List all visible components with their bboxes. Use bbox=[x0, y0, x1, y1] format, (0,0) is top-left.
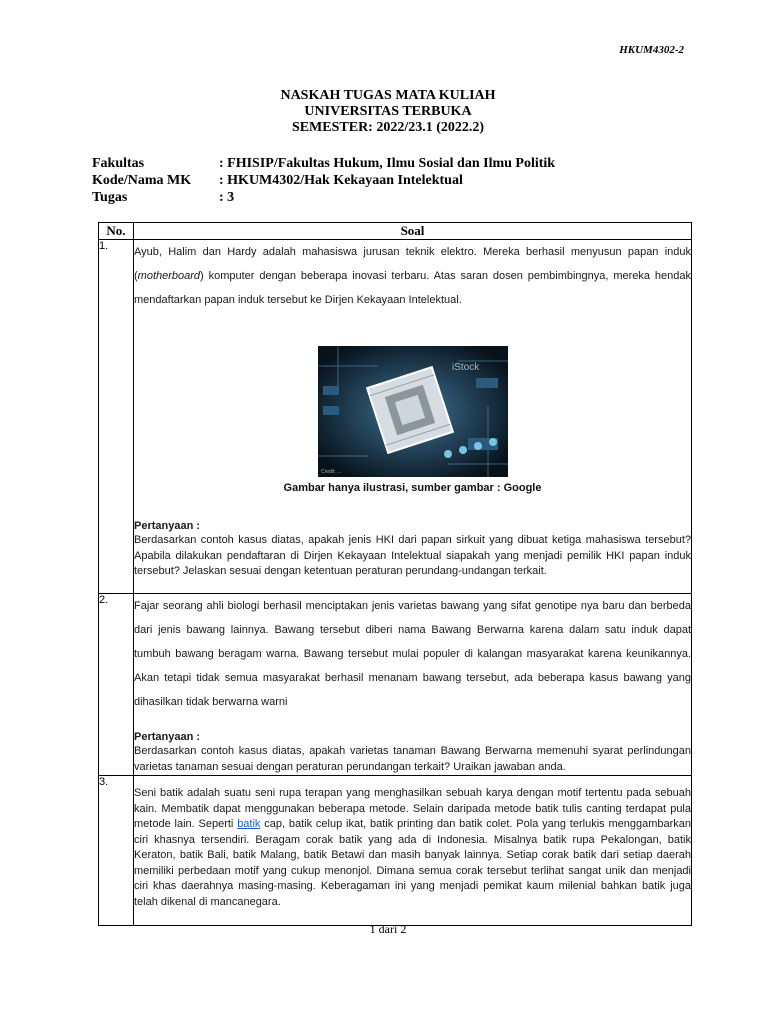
header-university: UNIVERSITAS TERBUKA bbox=[304, 104, 472, 119]
case-text-emphasis: motherboard bbox=[137, 270, 201, 282]
question-label: Pertanyaan : bbox=[134, 520, 201, 532]
table-row bbox=[99, 594, 692, 776]
question-number: 1. bbox=[99, 240, 134, 594]
table-row bbox=[99, 776, 692, 926]
case-text bbox=[134, 786, 691, 910]
case-text-part: cap, batik celup ikat, batik printing dan batik colet. Pola yang terlukis menggambarkan ciri khasnya tersendiri. Beragam corak batik yang ada di Indonesia. Misalnya batik rupa Pekalongan, batik Keraton, batik Bali, batik Malang, batik Betawi dan masih banyak lainnya. Setiap corak batik dari setiap daerah memiliki perbedaan motif yang cukup menonjol. Dimana semua corak tersebut terlihat sangat unik dan menjadi ciri khas daerahnya masing-masing. Keberagaman ini yang menjadi pemikat kaum milenial bahkan batik juga telah dikenal di mancanegara. bbox=[134, 818, 692, 908]
image-credit: Credit: ... bbox=[320, 469, 341, 475]
cpu-socket-illustration bbox=[318, 346, 508, 477]
document-code: HKUM4302-2 bbox=[619, 44, 684, 56]
column-header-soal: Soal bbox=[134, 223, 692, 240]
meta-label: Kode/Nama MK bbox=[92, 173, 192, 188]
image-caption: Gambar hanya ilustrasi, sumber gambar : Google bbox=[283, 482, 542, 494]
case-text-part: Ayub, Halim dan Hardy adalah mahasiswa jurusan teknik elektro. Mereka berhasil menyusun papan induk ( bbox=[134, 246, 691, 282]
page-number: 1 dari 2 bbox=[369, 922, 407, 936]
meta-value: : HKUM4302/Hak Kekayaan Intelektual bbox=[219, 173, 463, 188]
column-header-no: No. bbox=[99, 223, 134, 240]
header-semester: SEMESTER: 2022/23.1 (2022.2) bbox=[291, 120, 485, 135]
meta-value: : FHISIP/Fakultas Hukum, Ilmu Sosial dan Ilmu Politik bbox=[219, 156, 556, 171]
question-text: Berdasarkan contoh kasus diatas, apakah jenis HKI dari papan sirkuit yang dibuat ketiga mahasiswa tersebut? Apabila dilakukan pendaftaran di Dirjen Kekayaan Intelektual siapakah yang menjadi pemilik HKI papan induk tersebut? Jelaskan sesuai dengan ketentuan peraturan perundang-undangan terkait. bbox=[134, 534, 691, 577]
table-row bbox=[99, 240, 692, 594]
case-text: Fajar seorang ahli biologi berhasil menciptakan jenis varietas bawang yang sifat genotipe nya baru dan berbeda dari jenis bawang lainnya. Bawang tersebut diberi nama Bawang Berwarna karena dalam satu induk dapat tumbuh bawang beragam warna. Bawang tersebut mulai populer di kalangan masyarakat karena keunikannya. Akan tetapi tidak semua masyarakat berhasil menanam bawang tersebut, ada beberapa kasus bawang yang dihasilkan tidak berwarna warni bbox=[134, 600, 691, 708]
header-title: NASKAH TUGAS MATA KULIAH bbox=[280, 88, 496, 103]
image-watermark: iStock bbox=[451, 362, 479, 373]
question-number: 3. bbox=[99, 776, 134, 926]
case-text-part: Seni batik adalah suatu seni rupa terapan yang menghasilkan sebuah karya dengan motif tertentu pada sebuah kain. Membatik dapat menggunakan beberapa metode. Selain daripada metode batik tulis canting terdapat pula metode lain. Seperti bbox=[134, 787, 691, 830]
case-text-part: ) komputer dengan beberapa inovasi terbaru. Atas saran dosen pembimbingnya, mereka hendak mendaftarkan papan induk tersebut ke Dirjen Kekayaan Intelektual. bbox=[134, 270, 691, 306]
motherboard-image bbox=[318, 346, 508, 477]
meta-value: : 3 bbox=[219, 190, 235, 205]
question-label: Pertanyaan : bbox=[134, 731, 201, 743]
question-text: Berdasarkan contoh kasus diatas, apakah varietas tanaman Bawang Berwarna memenuhi syarat perlindungan varietas tanaman sesuai dengan peraturan perundangan terkait? Uraikan jawaban anda. bbox=[134, 745, 691, 773]
question-cell bbox=[134, 776, 692, 926]
meta-row-fakultas bbox=[92, 155, 555, 172]
meta-label: Fakultas bbox=[92, 156, 145, 171]
question-cell bbox=[134, 594, 692, 776]
question-number: 2. bbox=[99, 594, 134, 776]
meta-label: Tugas bbox=[92, 190, 128, 205]
case-text bbox=[134, 240, 691, 312]
questions-table bbox=[98, 222, 692, 926]
batik-link[interactable]: batik bbox=[237, 818, 261, 830]
document-header bbox=[0, 88, 768, 136]
question-cell bbox=[134, 240, 692, 594]
meta-row-tugas bbox=[92, 189, 555, 206]
course-meta bbox=[92, 155, 555, 206]
meta-row-course bbox=[92, 172, 555, 189]
table-header-row bbox=[99, 223, 692, 240]
